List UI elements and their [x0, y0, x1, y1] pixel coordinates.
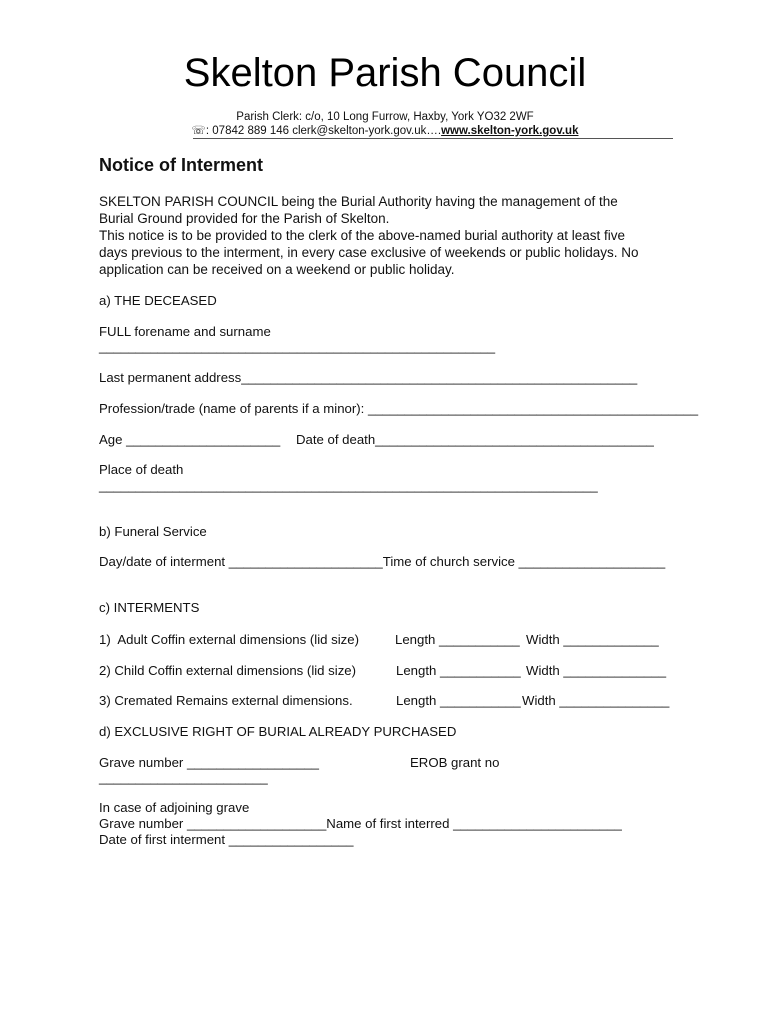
intro-text-2: This notice is to be provided to the clerk of the above-named burial authority at least five days previous to the interment, in every case exclusive of weekends or public holidays. No application can be received on a weekend or public holiday. [99, 228, 639, 277]
interment-date-field[interactable]: Day/date of interment _____________________Time of church service ____________________ [99, 554, 666, 569]
phone-email: ☏: 07842 889 146 clerk@skelton-york.gov.uk…. [191, 125, 442, 137]
full-name-label: FULL forename and surname [99, 324, 271, 339]
intro-paragraph [99, 193, 679, 278]
website-link[interactable]: www.skelton-york.gov.uk [441, 125, 579, 137]
address-field[interactable]: Last permanent address______________________________________________________ [99, 370, 638, 385]
width-field[interactable]: Width _______________ [522, 693, 670, 708]
interment-row-label: 2) Child Coffin external dimensions (lid size) [99, 663, 357, 678]
date-first-interment-field[interactable]: Date of first interment _________________ [99, 832, 354, 847]
erob-grant-field[interactable]: _______________________ [99, 770, 268, 785]
grave-number-field[interactable]: Grave number __________________ [99, 755, 319, 770]
place-of-death-label: Place of death [99, 462, 184, 477]
age-field[interactable]: Age _____________________ [99, 432, 281, 447]
place-of-death-field[interactable]: ____________________________________________________________________ [99, 478, 598, 493]
interment-row-label: 1) Adult Coffin external dimensions (lid size) [99, 632, 359, 647]
intro-text-1: SKELTON PARISH COUNCIL being the Burial Authority having the management of the Burial Ground provided for the Parish of Skelton. [99, 194, 618, 226]
section-c-heading: c) INTERMENTS [99, 600, 200, 615]
length-field[interactable]: Length ___________ [395, 632, 520, 647]
form-title: Notice of Interment [99, 155, 264, 175]
width-field[interactable]: Width _____________ [526, 632, 659, 647]
section-a-heading: a) THE DECEASED [99, 293, 217, 308]
adjoining-grave-label: In case of adjoining grave [99, 800, 250, 815]
width-field[interactable]: Width ______________ [526, 663, 667, 678]
section-d-heading: d) EXCLUSIVE RIGHT OF BURIAL ALREADY PURCHASED [99, 724, 457, 739]
erob-grant-label: EROB grant no [410, 755, 500, 770]
section-b-heading: b) Funeral Service [99, 524, 207, 539]
council-title: Skelton Parish Council [183, 51, 587, 95]
date-of-death-field[interactable]: Date of death______________________________________ [296, 432, 654, 447]
header-divider [193, 138, 673, 139]
contact-line [0, 124, 770, 138]
interment-row-label: 3) Cremated Remains external dimensions. [99, 693, 353, 708]
adjoining-grave-field[interactable]: Grave number ___________________Name of first interred _______________________ [99, 816, 622, 831]
length-field[interactable]: Length ___________ [396, 663, 521, 678]
full-name-field[interactable]: ______________________________________________________ [99, 339, 496, 354]
clerk-address: Parish Clerk: c/o, 10 Long Furrow, Haxby, York YO32 2WF [236, 111, 534, 123]
length-field[interactable]: Length ___________ [396, 693, 521, 708]
profession-field[interactable]: Profession/trade (name of parents if a minor): _____________________________________________ [99, 401, 699, 416]
